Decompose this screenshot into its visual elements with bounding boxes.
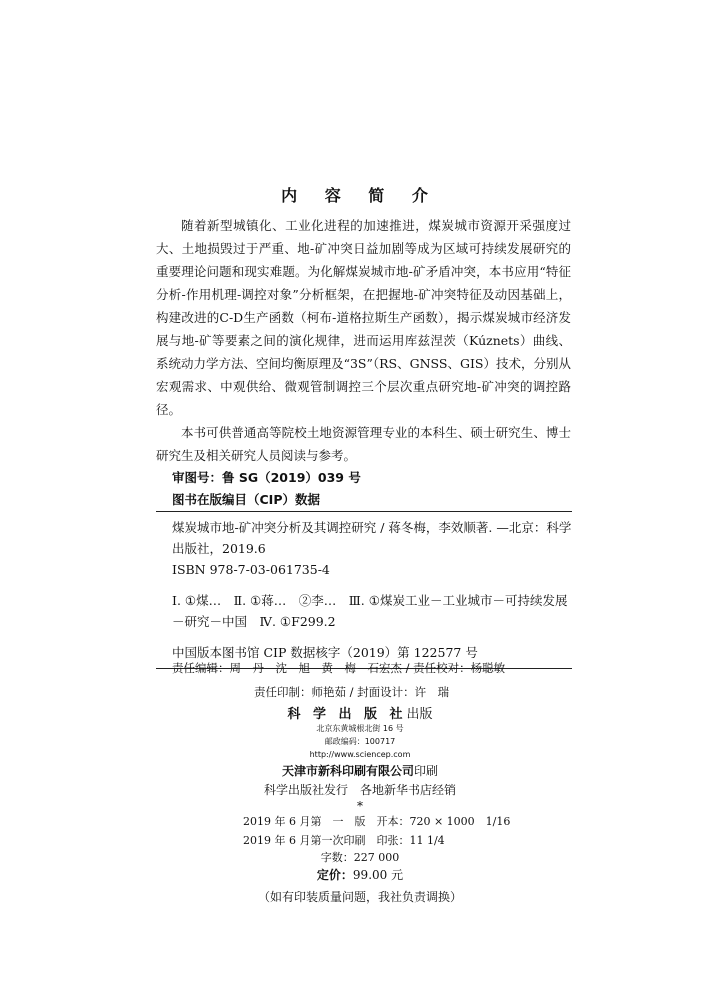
summary-paragraph-2: 本书可供普通高等院校土地资源管理专业的本科生、硕士研究生、博士研究生及相关研究人员阅读与参考。 [156, 425, 571, 463]
publisher-address: 北京东黄城根北街 16 号 [316, 724, 404, 733]
separator-star: * [357, 799, 363, 813]
word-count: 字数：227 000 [320, 851, 400, 864]
credits-line-1: 责任编辑：周 丹 沈 旭 黄 梅 石宏杰 / 责任校对：杨聪敏 [172, 661, 506, 675]
cip-number: 中国版本图书馆 CIP 数据核字（2019）第 122577 号 [172, 645, 478, 660]
price-label: 定价： [316, 868, 353, 882]
publisher-line [0, 703, 720, 722]
summary [156, 214, 571, 467]
edition-line-1: 2019 年 6 月第 一 版 开本：720 × 1000 1/16 [243, 815, 511, 828]
publisher-name: 科 学 出 版 社 [287, 707, 407, 722]
cip-entry-title: 煤炭城市地-矿冲突分析及其调控研究 / 蒋冬梅，李效顺著. —北京：科学出版社，2019.6 [172, 520, 572, 556]
publisher-url: http://www.sciencep.com [309, 750, 411, 759]
price [0, 866, 720, 883]
credits [172, 656, 572, 704]
map-review-number: 审图号：鲁 SG（2019）039 号 [172, 470, 361, 485]
page-title: 内 容 简 介 [281, 186, 439, 205]
credits-line-2: 责任印制：师艳茹 / 封面设计：许 瑞 [254, 685, 450, 699]
publisher-suffix: 出版 [406, 707, 433, 722]
printer-line [0, 762, 720, 779]
cip-block [156, 511, 572, 669]
summary-paragraph-1: 随着新型城镇化、工业化进程的加速推进，煤炭城市资源开采强度过大、土地损毁过于严重、地-矿冲突日益加剧等成为区域可持续发展研究的重要理论问题和现实难题。为化解煤炭城市地-矿矛盾冲突，本书应用“特征分析-作用机理-调控对象”分析框架，在把握地-矿冲突特征及动因基础上，构建改进的C-D生产函数（柯布-道格拉斯生产函数），揭示煤炭城市经济发展与地-矿等要素之间的演化规律，进而运用库兹涅茨（Kúznets）曲线、系统动力学方法、空间均衡原理及“3S”（RS、GNSS、GIS）技术，分别从宏观需求、中观供给、微观管制调控三个层次重点研究地-矿冲突的调控路径。 [156, 218, 571, 417]
cip-heading: 图书在版编目（CIP）数据 [172, 492, 320, 507]
publisher-zip: 邮政编码：100717 [324, 737, 396, 746]
printer-name: 天津市新科印刷有限公司 [281, 764, 414, 778]
cip-classification: Ⅰ. ①煤… Ⅱ. ①蒋… ②李… Ⅲ. ①煤炭工业－工业城市－可持续发展－研究－中国 Ⅳ. ①F299.2 [172, 593, 568, 629]
edition-line-2: 2019 年 6 月第一次印刷 印张：11 1/4 [243, 834, 445, 847]
distribution: 科学出版社发行 各地新华书店经销 [263, 783, 456, 797]
quality-note: （如有印装质量问题，我社负责调换） [257, 890, 462, 904]
price-value: 99.00 元 [352, 868, 404, 882]
printer-suffix: 印刷 [414, 764, 439, 778]
cip-isbn: ISBN 978-7-03-061735-4 [172, 562, 330, 577]
